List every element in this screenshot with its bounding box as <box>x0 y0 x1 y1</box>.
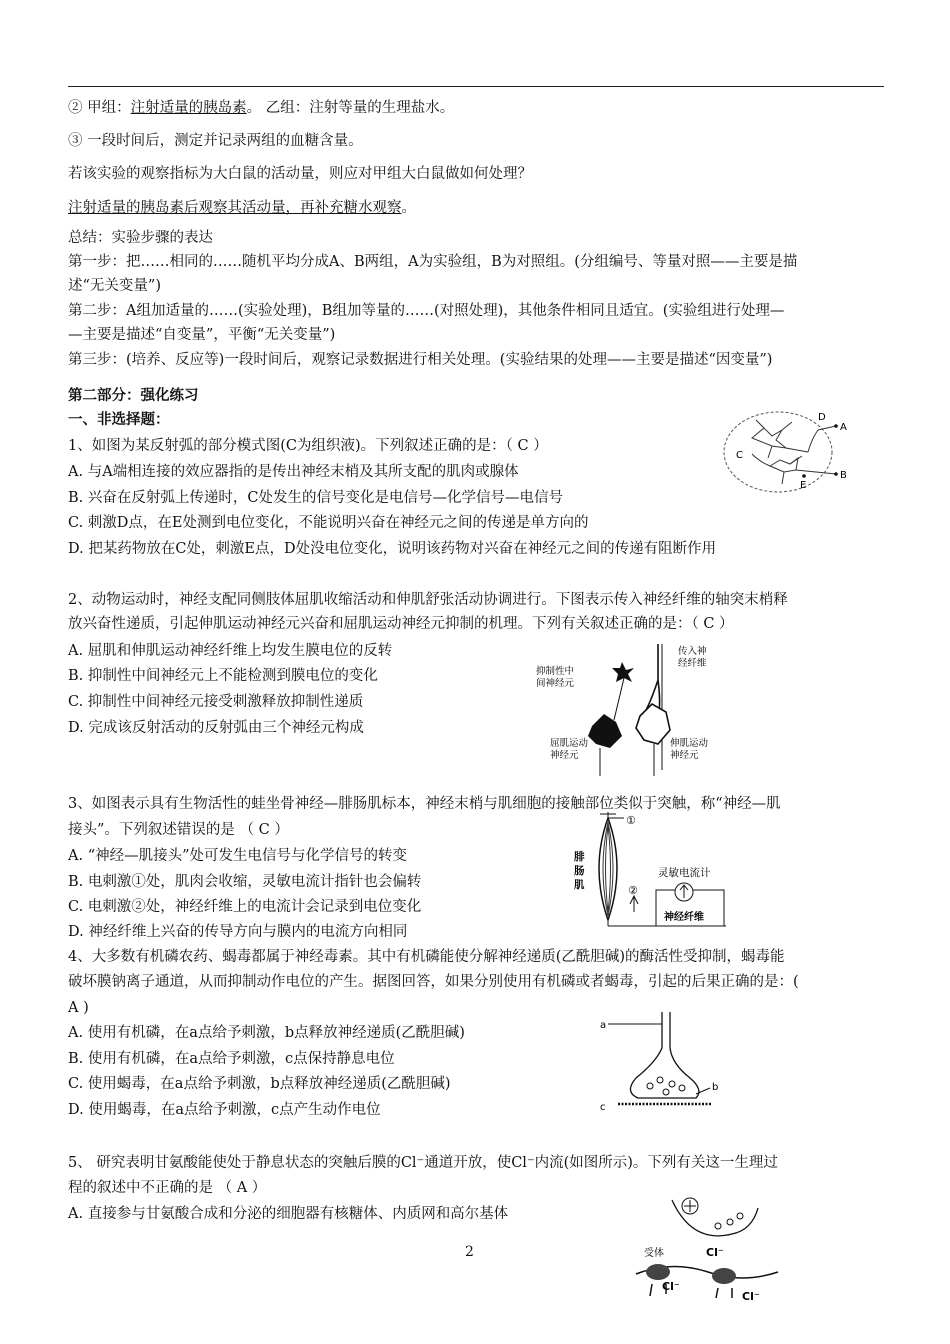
text-line: 总结：实验步骤的表达 <box>68 230 213 246</box>
label-c: c <box>600 1102 606 1113</box>
point-1: ① <box>626 814 636 827</box>
option-c: C. 抑制性中间神经元接受刺激释放抑制性递质 <box>68 694 364 710</box>
label-c: C <box>736 450 743 461</box>
muscle-label-1: 腓 <box>574 851 585 863</box>
option-d: D. 使用蝎毒，在a点给予刺激，c点产生动作电位 <box>68 1102 381 1118</box>
label-b: B <box>840 470 847 481</box>
option-a: A. 直接参与甘氨酸合成和分泌的细胞器有核糖体、内质网和高尔基体 <box>68 1206 509 1222</box>
question-2: 2、动物运动时，神经支配同侧肢体屈肌收缩活动和伸肌舒张活动协调进行。下图表示传入神经纤维的轴突末梢释 <box>68 592 788 608</box>
label-a: a <box>600 1020 607 1031</box>
question-2-cont: 放兴奋性递质，引起伸肌运动神经元兴奋和屈肌运动神经元抑制的机理。下列有关叙述正确的是：（ C ） <box>68 616 734 632</box>
text-line: 第三步：(培养、反应等)一段时间后，观察记录数据进行相关处理。(实验结果的处理——主要是描述“因变量”) <box>68 352 773 368</box>
option-c: C. 使用蝎毒，在a点给予刺激，b点释放神经递质(乙酰胆碱) <box>68 1076 451 1092</box>
afferent-label-1: 传入神 <box>678 646 707 657</box>
reflex-arc-figure <box>712 408 862 498</box>
text-line: ② 甲组：注射适量的胰岛素。 乙组：注射等量的生理盐水。 <box>68 100 455 116</box>
text-line: ③ 一段时间后，测定并记录两组的血糖含量。 <box>68 133 363 149</box>
text-line: 述“无关变量”) <box>68 278 161 294</box>
question-3-cont: 接头”。下列叙述错误的是 （ C ） <box>68 822 289 838</box>
flexor-label-1: 屈肌运动 <box>550 738 589 749</box>
text-line: —主要是描述“自变量”，平衡“无关变量”) <box>68 327 336 343</box>
flexor-label-2: 神经元 <box>550 750 579 761</box>
text-line: 第一步：把……相同的……随机平均分成A、B两组，A为实验组，B为对照组。(分组编号、等量对照——主要是描 <box>68 254 798 270</box>
muscle-label-2: 肠 <box>574 865 585 877</box>
cl-label-right: Cl⁻ <box>742 1290 760 1303</box>
option-a: A. “神经—肌接头”处可发生电信号与化学信号的转变 <box>68 848 408 864</box>
point-2: ② <box>628 884 638 897</box>
question-4: 4、大多数有机磷农药、蝎毒都属于神经毒素。其中有机磷能使分解神经递质(乙酰胆碱)的酶活性受抑制，蝎毒能 <box>68 949 785 965</box>
option-a: A. 屈肌和伸肌运动神经纤维上均发生膜电位的反转 <box>68 643 393 659</box>
meter-label: 灵敏电流计 <box>658 867 711 879</box>
option-a: A. 与A端相连接的效应器指的是传出神经末梢及其所支配的肌肉或腺体 <box>68 464 519 480</box>
option-c: C. 电刺激②处，神经纤维上的电流计会记录到电位变化 <box>68 899 422 915</box>
answer-line: 注射适量的胰岛素后观察其活动量，再补充糖水观察。 <box>68 200 416 216</box>
cl-label-left: Cl⁻ <box>662 1280 680 1293</box>
option-b: B. 使用有机磷，在a点给予刺激，c点保持静息电位 <box>68 1051 395 1067</box>
question-3: 3、如图表示具有生物活性的蛙坐骨神经—腓肠肌标本，神经末梢与肌细胞的接触部位类似于突触，称“神经—肌 <box>68 796 781 812</box>
header-rule <box>68 86 884 87</box>
inhib-label-1: 抑制性中 <box>536 666 575 677</box>
cl-label-top: Cl⁻ <box>706 1246 724 1259</box>
label-d: D <box>818 412 826 423</box>
receptor-label: 受体 <box>644 1248 664 1259</box>
question-4-cont: 破坏膜钠离子通道，从而抑制动作电位的产生。据图回答，如果分别使用有机磷或者蝎毒，引起的后果正确的是：( <box>68 974 799 990</box>
text-line: 第二步：A组加适量的……(实验处理)，B组加等量的……(对照处理)，其他条件相同且适宜。(实验组进行处理— <box>68 303 785 319</box>
label-a: A <box>840 422 847 433</box>
option-a: A. 使用有机磷，在a点给予刺激，b点释放神经递质(乙酰胆碱) <box>68 1025 465 1041</box>
nerve-muscle-figure <box>560 812 740 932</box>
section-heading: 第二部分：强化练习 <box>68 387 199 404</box>
option-b: B. 兴奋在反射弧上传递时，C处发生的信号变化是电信号—化学信号—电信号 <box>68 490 563 506</box>
question-5: 5、 研究表明甘氨酸能使处于静息状态的突触后膜的Cl⁻通道开放，使Cl⁻内流(如图所示)。下列有关这一生理过 <box>68 1155 778 1171</box>
question-1: 1、如图为某反射弧的部分模式图(C为组织液)。下列叙述正确的是：（ C ） <box>68 438 548 454</box>
label-e: E <box>800 480 807 491</box>
extensor-label-2: 神经元 <box>670 750 699 761</box>
muscle-label-3: 肌 <box>574 879 585 891</box>
question-4-answer: A ) <box>68 1000 89 1016</box>
option-b: B. 抑制性中间神经元上不能检测到膜电位的变化 <box>68 668 378 684</box>
question-5-cont: 程的叙述中不正确的是 （ A ） <box>68 1180 267 1196</box>
option-b: B. 电刺激①处，肌肉会收缩，灵敏电流计指针也会偏转 <box>68 874 422 890</box>
option-c: C. 刺激D点，在E处测到电位变化，不能说明兴奋在神经元之间的传递是单方向的 <box>68 515 589 531</box>
label-b: b <box>712 1082 719 1093</box>
section-subheading: 一、非选择题： <box>68 411 170 428</box>
afferent-label-2: 经纤维 <box>678 658 707 669</box>
synapse-figure <box>600 1008 730 1118</box>
neuron-circuit-figure <box>530 640 730 780</box>
inhib-label-2: 间神经元 <box>536 678 575 689</box>
page-number: 2 <box>465 1244 474 1260</box>
option-d: D. 神经纤维上兴奋的传导方向与膜内的电流方向相同 <box>68 924 408 940</box>
option-d: D. 完成该反射活动的反射弧由三个神经元构成 <box>68 720 364 736</box>
extensor-label-1: 伸肌运动 <box>670 738 709 749</box>
option-d: D. 把某药物放在C处，刺激E点，D处没电位变化，说明该药物对兴奋在神经元之间的传递有阻断作用 <box>68 541 717 557</box>
glycine-synapse-figure <box>632 1194 782 1304</box>
text-line: 若该实验的观察指标为大白鼠的活动量，则应对甲组大白鼠做如何处理？ <box>68 166 532 182</box>
fiber-label: 神经纤维 <box>664 912 704 923</box>
